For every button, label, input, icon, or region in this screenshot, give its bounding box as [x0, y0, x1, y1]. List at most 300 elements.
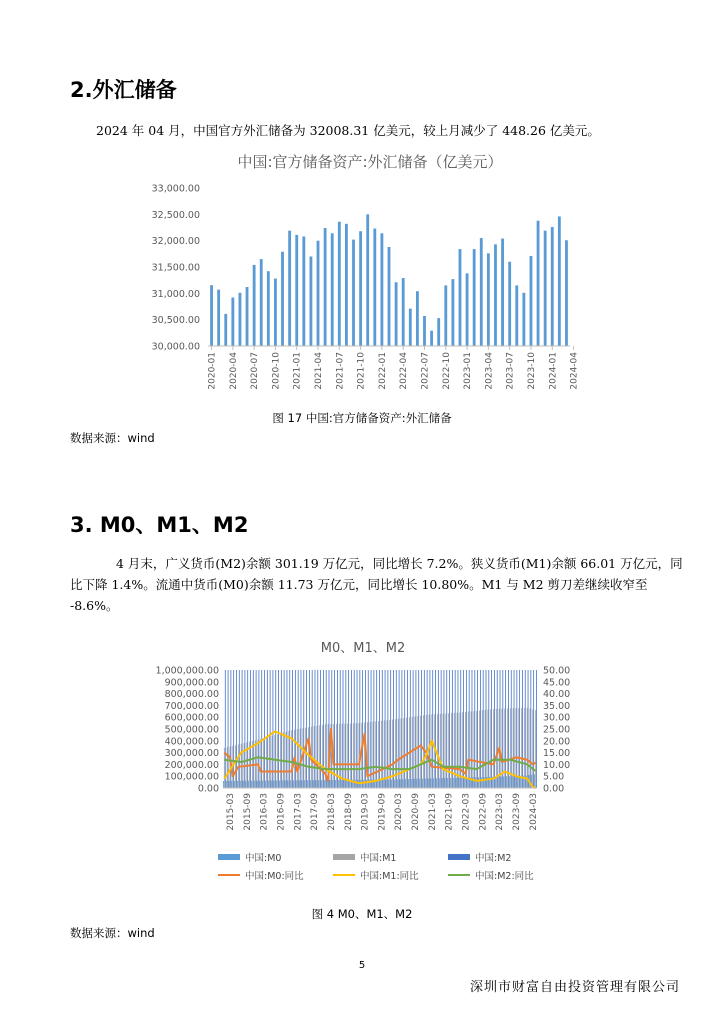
- forex-bar: [302, 236, 305, 346]
- money-y-right-tick-label: 50.00: [543, 665, 571, 677]
- money-bar-m1: [367, 722, 368, 788]
- money-bar-m0: [307, 780, 308, 788]
- money-x-tick-label: 2019-09: [377, 793, 388, 831]
- forex-y-tick-label: 30,500.00: [151, 315, 200, 327]
- money-bar-m2: [508, 670, 509, 788]
- forex-chart-svg: [130, 150, 610, 405]
- forex-x-tick-label: 2022-07: [420, 352, 431, 390]
- money-bar-m2: [497, 670, 498, 788]
- money-bar-m0: [293, 780, 294, 788]
- money-bar-m2: [253, 670, 254, 788]
- forex-bar: [430, 331, 433, 346]
- money-y-left-tick-label: 500,000.00: [164, 724, 219, 736]
- forex-bar: [380, 233, 383, 346]
- money-bar-m0: [243, 781, 244, 788]
- money-bar-m0: [411, 779, 412, 788]
- money-y-right-tick-label: 10.00: [543, 759, 571, 771]
- money-bar-m0: [461, 778, 462, 788]
- money-bar-m2: [312, 670, 313, 788]
- money-y-right-tick-label: 0.00: [543, 783, 565, 795]
- money-bar-m2: [275, 670, 276, 788]
- money-bar-m2: [530, 670, 531, 788]
- money-bar-m1: [359, 723, 360, 788]
- money-bar-m0: [534, 774, 535, 788]
- forex-chart-title: 中国:官方储备资产:外汇储备（亿美元）: [237, 153, 503, 171]
- forex-x-tick-label: 2021-10: [356, 352, 367, 390]
- money-bar-m2: [348, 670, 349, 788]
- money-bar-m1: [316, 726, 317, 788]
- money-bar-m2: [536, 670, 537, 788]
- legend-label-m1: 中国:M1: [360, 853, 397, 864]
- money-bar-m1: [373, 722, 374, 788]
- money-bar-m1: [395, 719, 396, 788]
- money-bar-m1: [274, 735, 275, 788]
- legend-item-m0: [218, 850, 281, 864]
- forex-bar: [522, 293, 525, 346]
- money-bar-m1: [305, 728, 306, 788]
- money-bar-m1: [493, 709, 494, 788]
- money-bar-m2: [387, 670, 388, 788]
- forex-bar: [565, 240, 568, 346]
- money-bar-m0: [237, 781, 238, 788]
- money-bar-m2: [343, 670, 344, 788]
- money-bar-m1: [487, 710, 488, 788]
- forex-bar: [530, 256, 533, 346]
- money-bar-m0: [268, 781, 269, 788]
- money-bar-m2: [334, 670, 335, 788]
- money-paragraph-line1: 4 月末，广义货币(M2)余额 301.19 万亿元，同比增长 7.2%。狭义货币(M1)余额 66.01 万亿元，同: [116, 556, 683, 571]
- money-bar-m0: [425, 779, 426, 788]
- forex-x-tick-label: 2021-01: [292, 352, 303, 390]
- money-bar-m0: [321, 780, 322, 788]
- money-y-right-tick-label: 30.00: [543, 712, 571, 724]
- money-bar-m1: [437, 714, 438, 788]
- forex-bar: [317, 241, 320, 346]
- forex-paragraph: 2024 年 04 月，中国官方外汇储备为 32008.31 亿美元，较上月减少了 448.26 亿美元。: [96, 123, 600, 138]
- forex-bar: [260, 259, 263, 346]
- money-bar-m1: [260, 739, 261, 788]
- money-bar-m1: [325, 724, 326, 788]
- money-bar-m2: [522, 670, 523, 788]
- money-bar-m2: [261, 670, 262, 788]
- money-bar-m1: [451, 713, 452, 788]
- money-bar-m0: [366, 780, 367, 788]
- money-bar-m1: [471, 711, 472, 788]
- money-bar-m0: [453, 778, 454, 788]
- money-bar-m2: [514, 670, 515, 788]
- money-bar-m2: [421, 670, 422, 788]
- forex-bar: [281, 252, 284, 346]
- money-bar-m1: [454, 713, 455, 788]
- money-bar-m1: [269, 736, 270, 788]
- money-bar-m2: [413, 670, 414, 788]
- money-bar-m1: [286, 732, 287, 788]
- forex-bar: [288, 231, 291, 346]
- money-bar-m0: [287, 780, 288, 788]
- money-bar-m0: [276, 780, 277, 788]
- forex-bar: [338, 222, 341, 346]
- money-bar-m0: [444, 778, 445, 788]
- forex-bar: [352, 240, 355, 346]
- money-bar-m1: [378, 721, 379, 788]
- money-bar-m0: [279, 780, 280, 788]
- money-bar-m1: [482, 710, 483, 788]
- money-bar-m2: [494, 670, 495, 788]
- legend-label-m0: 中国:M0: [245, 853, 282, 864]
- money-bar-m2: [438, 670, 439, 788]
- money-bar-m2: [385, 670, 386, 788]
- money-bar-m2: [371, 670, 372, 788]
- money-x-tick-label: 2018-09: [343, 793, 354, 831]
- money-bar-m1: [532, 709, 533, 788]
- money-bar-m0: [517, 776, 518, 788]
- forex-x-tick-label: 2022-01: [377, 352, 388, 390]
- money-bar-m0: [248, 781, 249, 788]
- money-bar-m0: [509, 776, 510, 788]
- forex-bar: [231, 298, 234, 346]
- money-bar-m2: [264, 670, 265, 788]
- money-bar-m0: [231, 781, 232, 788]
- legend-swatch-m0-yoy: [218, 874, 240, 876]
- money-bar-m2: [337, 670, 338, 788]
- money-bar-m1: [490, 709, 491, 788]
- forex-bar: [395, 282, 398, 346]
- money-bar-m0: [391, 780, 392, 788]
- money-y-left-tick-label: 100,000.00: [164, 771, 219, 783]
- money-y-left-tick-label: 200,000.00: [164, 759, 219, 771]
- forex-x-tick-label: 2024-01: [548, 352, 559, 390]
- money-bar-m1: [479, 710, 480, 788]
- money-bar-m2: [259, 670, 260, 788]
- money-chart: [145, 630, 585, 885]
- money-x-tick-label: 2015-03: [226, 793, 237, 831]
- forex-bar: [388, 247, 391, 346]
- forex-x-tick-label: 2021-04: [314, 352, 325, 390]
- money-x-tick-label: 2023-09: [511, 793, 522, 831]
- forex-bar: [224, 314, 227, 346]
- money-bar-m1: [510, 708, 511, 788]
- money-bar-m1: [468, 712, 469, 788]
- money-bar-m1: [401, 718, 402, 788]
- money-y-right-tick-label: 25.00: [543, 724, 571, 736]
- money-bar-m0: [442, 778, 443, 788]
- money-bar-m1: [403, 718, 404, 788]
- forex-y-tick-label: 32,500.00: [151, 209, 200, 221]
- money-y-right-tick-label: 40.00: [543, 689, 571, 701]
- money-bar-m2: [435, 670, 436, 788]
- money-bar-m0: [363, 780, 364, 788]
- money-bar-m0: [251, 781, 252, 788]
- money-bar-m2: [449, 670, 450, 788]
- money-bar-m0: [428, 778, 429, 788]
- forex-x-tick-label: 2023-01: [463, 352, 474, 390]
- legend-swatch-m0: [218, 854, 240, 860]
- money-bar-m0: [346, 780, 347, 788]
- money-bar-m2: [410, 670, 411, 788]
- legend-swatch-m1: [333, 854, 355, 860]
- money-bar-m2: [233, 670, 234, 788]
- forex-x-tick-label: 2020-04: [228, 352, 239, 390]
- money-chart-svg: [145, 630, 585, 885]
- forex-x-tick-label: 2022-10: [441, 352, 452, 390]
- money-x-tick-label: 2024-03: [528, 793, 539, 831]
- money-bar-m1: [431, 714, 432, 788]
- money-bar-m0: [388, 780, 389, 788]
- legend-item-m2-yoy: [448, 868, 534, 882]
- money-bar-m2: [244, 670, 245, 788]
- money-bar-m2: [359, 670, 360, 788]
- forex-y-tick-label: 31,500.00: [151, 262, 200, 274]
- money-bar-m1: [476, 711, 477, 788]
- forex-bar: [459, 249, 462, 346]
- money-bar-m0: [262, 781, 263, 788]
- money-bar-m2: [452, 670, 453, 788]
- money-bar-m0: [439, 778, 440, 788]
- forex-bar: [466, 273, 469, 346]
- forex-bar: [331, 233, 334, 346]
- forex-chart: [130, 150, 610, 405]
- money-x-tick-label: 2016-09: [276, 793, 287, 831]
- forex-bar: [373, 229, 376, 346]
- money-bar-m2: [256, 670, 257, 788]
- money-bar-m1: [356, 723, 357, 788]
- money-legend: [218, 850, 558, 884]
- money-bar-m1: [535, 710, 536, 788]
- money-x-tick-label: 2016-03: [259, 793, 270, 831]
- forex-bar: [437, 318, 440, 346]
- money-bar-m2: [295, 670, 296, 788]
- money-bar-m0: [259, 781, 260, 788]
- money-bar-m1: [415, 716, 416, 788]
- money-bar-m0: [302, 780, 303, 788]
- money-bar-m1: [507, 708, 508, 788]
- money-bar-m1: [448, 713, 449, 788]
- money-source: 数据来源：wind: [70, 926, 155, 940]
- forex-bar: [210, 285, 213, 346]
- forex-x-tick-label: 2020-07: [250, 352, 261, 390]
- money-bar-m0: [226, 781, 227, 788]
- legend-item-m0-yoy: [218, 868, 304, 882]
- money-bar-m0: [234, 781, 235, 788]
- money-bar-m0: [332, 780, 333, 788]
- money-bar-m1: [527, 708, 528, 788]
- money-x-tick-label: 2021-09: [444, 793, 455, 831]
- forex-bar: [501, 239, 504, 346]
- forex-bar: [267, 271, 270, 346]
- money-y-left-tick-label: 900,000.00: [164, 677, 219, 689]
- money-bar-m0: [273, 780, 274, 788]
- money-bar-m2: [458, 670, 459, 788]
- money-bar-m0: [430, 778, 431, 788]
- forex-bar: [473, 249, 476, 346]
- money-x-tick-label: 2018-03: [326, 793, 337, 831]
- money-bar-m0: [316, 780, 317, 788]
- money-bar-m2: [477, 670, 478, 788]
- money-bar-m0: [419, 779, 420, 788]
- money-x-tick-label: 2023-03: [495, 793, 506, 831]
- money-bar-m0: [459, 778, 460, 788]
- forex-bar: [451, 279, 454, 346]
- forex-bar: [345, 224, 348, 346]
- money-bar-m1: [227, 747, 228, 788]
- money-bar-m1: [521, 708, 522, 788]
- money-paragraph-line2: 比下降 1.4%。流通中货币(M0)余额 11.73 万亿元，同比增长 10.80%。M1 与 M2 剪刀差继续收窄至: [70, 577, 648, 592]
- money-y-left-tick-label: 600,000.00: [164, 712, 219, 724]
- money-bar-m1: [314, 726, 315, 788]
- money-bar-m2: [373, 670, 374, 788]
- money-bar-m0: [506, 776, 507, 788]
- money-bar-m2: [486, 670, 487, 788]
- money-bar-m1: [297, 729, 298, 788]
- money-bar-m0: [405, 779, 406, 788]
- forex-caption: 图 17 中国:官方储备资产:外汇储备: [272, 411, 452, 425]
- money-bar-m0: [254, 781, 255, 788]
- money-x-tick-label: 2015-09: [242, 793, 253, 831]
- money-bar-m2: [432, 670, 433, 788]
- money-bar-m2: [416, 670, 417, 788]
- money-bar-m0: [503, 776, 504, 788]
- section-heading-forex: 2.外汇储备: [70, 78, 177, 102]
- money-bar-m2: [401, 670, 402, 788]
- money-bar-m0: [402, 779, 403, 788]
- money-bar-m2: [289, 670, 290, 788]
- money-bar-m1: [336, 724, 337, 788]
- money-bar-m1: [406, 718, 407, 788]
- money-bar-m2: [390, 670, 391, 788]
- money-bar-m1: [412, 717, 413, 788]
- legend-swatch-m2: [448, 854, 470, 860]
- money-bar-m0: [344, 780, 345, 788]
- money-x-tick-label: 2017-03: [293, 793, 304, 831]
- money-bar-m1: [457, 713, 458, 788]
- money-bar-m1: [381, 721, 382, 788]
- money-bar-m0: [478, 777, 479, 788]
- money-bar-m0: [422, 779, 423, 788]
- forex-bar: [246, 287, 249, 346]
- money-bar-m1: [420, 716, 421, 788]
- money-bar-m0: [498, 777, 499, 788]
- money-x-tick-label: 2020-09: [411, 793, 422, 831]
- money-bar-m1: [288, 731, 289, 788]
- money-bar-m1: [263, 738, 264, 788]
- forex-bar: [416, 291, 419, 346]
- money-y-right-tick-label: 20.00: [543, 736, 571, 748]
- forex-bar: [480, 238, 483, 346]
- money-bar-m0: [481, 777, 482, 788]
- money-bar-m0: [433, 778, 434, 788]
- legend-label-m2: 中国:M2: [475, 853, 512, 864]
- money-bar-m0: [271, 781, 272, 788]
- forex-bar: [366, 214, 369, 346]
- forex-bar: [508, 262, 511, 346]
- money-bar-m0: [296, 780, 297, 788]
- money-bar-m0: [299, 780, 300, 788]
- money-bar-m2: [317, 670, 318, 788]
- money-bar-m0: [324, 780, 325, 788]
- money-bar-m2: [354, 670, 355, 788]
- money-x-tick-label: 2017-09: [310, 793, 321, 831]
- money-bar-m1: [473, 711, 474, 788]
- forex-x-tick-label: 2024-04: [569, 352, 580, 390]
- money-bar-m2: [225, 670, 226, 788]
- legend-label-m2-yoy: 中国:M2:同比: [475, 871, 534, 882]
- money-bar-m0: [330, 780, 331, 788]
- money-y-left-tick-label: 300,000.00: [164, 748, 219, 760]
- forex-y-tick-label: 33,000.00: [151, 183, 200, 195]
- money-x-tick-label: 2019-03: [360, 793, 371, 831]
- forex-bar: [558, 216, 561, 346]
- money-bar-m2: [267, 670, 268, 788]
- money-bar-m0: [257, 781, 258, 788]
- forex-bar: [515, 285, 518, 346]
- forex-x-tick-label: 2020-01: [207, 352, 218, 390]
- money-bar-m2: [528, 670, 529, 788]
- money-bar-m0: [304, 780, 305, 788]
- money-bar-m1: [485, 710, 486, 788]
- forex-bar: [487, 253, 490, 346]
- money-paragraph-line3: -8.6%。: [70, 598, 119, 613]
- money-bar-m1: [392, 720, 393, 788]
- money-y-left-tick-label: 0.00: [197, 783, 219, 795]
- money-bar-m2: [418, 670, 419, 788]
- money-bar-m1: [501, 709, 502, 788]
- money-x-tick-label: 2022-09: [478, 793, 489, 831]
- forex-x-tick-label: 2020-10: [271, 352, 282, 390]
- forex-bar: [409, 309, 412, 346]
- legend-swatch-m2-yoy: [448, 874, 470, 876]
- money-bar-m0: [436, 778, 437, 788]
- money-bar-m1: [434, 714, 435, 788]
- money-bar-m2: [491, 670, 492, 788]
- money-bar-m0: [290, 780, 291, 788]
- money-bar-m2: [483, 670, 484, 788]
- forex-bar: [217, 290, 220, 346]
- money-bar-m2: [505, 670, 506, 788]
- money-bar-m2: [287, 670, 288, 788]
- forex-bar: [551, 227, 554, 346]
- money-bar-m1: [375, 721, 376, 788]
- money-bar-m1: [353, 723, 354, 788]
- money-bar-m0: [397, 779, 398, 788]
- forex-bar: [494, 244, 497, 346]
- money-bar-m2: [278, 670, 279, 788]
- money-bar-m0: [338, 780, 339, 788]
- money-bar-m0: [265, 781, 266, 788]
- money-bar-m2: [516, 670, 517, 788]
- money-y-left-tick-label: 700,000.00: [164, 700, 219, 712]
- forex-x-tick-label: 2023-04: [484, 352, 495, 390]
- forex-bar: [537, 221, 540, 346]
- money-bar-m1: [364, 723, 365, 788]
- money-bar-m2: [242, 670, 243, 788]
- money-bar-m0: [355, 780, 356, 788]
- money-bar-m1: [300, 729, 301, 788]
- money-bar-m2: [284, 670, 285, 788]
- money-bar-m1: [230, 747, 231, 788]
- money-y-right-tick-label: 35.00: [543, 700, 571, 712]
- money-x-tick-label: 2020-03: [394, 793, 405, 831]
- money-bar-m1: [465, 712, 466, 788]
- money-bar-m0: [318, 780, 319, 788]
- money-bar-m0: [240, 781, 241, 788]
- money-bar-m0: [450, 778, 451, 788]
- money-bar-m2: [480, 670, 481, 788]
- forex-bar: [310, 256, 313, 346]
- money-bar-m1: [322, 725, 323, 788]
- money-bar-m1: [272, 736, 273, 788]
- money-bar-m1: [370, 722, 371, 788]
- money-y-right-tick-label: 5.00: [543, 771, 565, 783]
